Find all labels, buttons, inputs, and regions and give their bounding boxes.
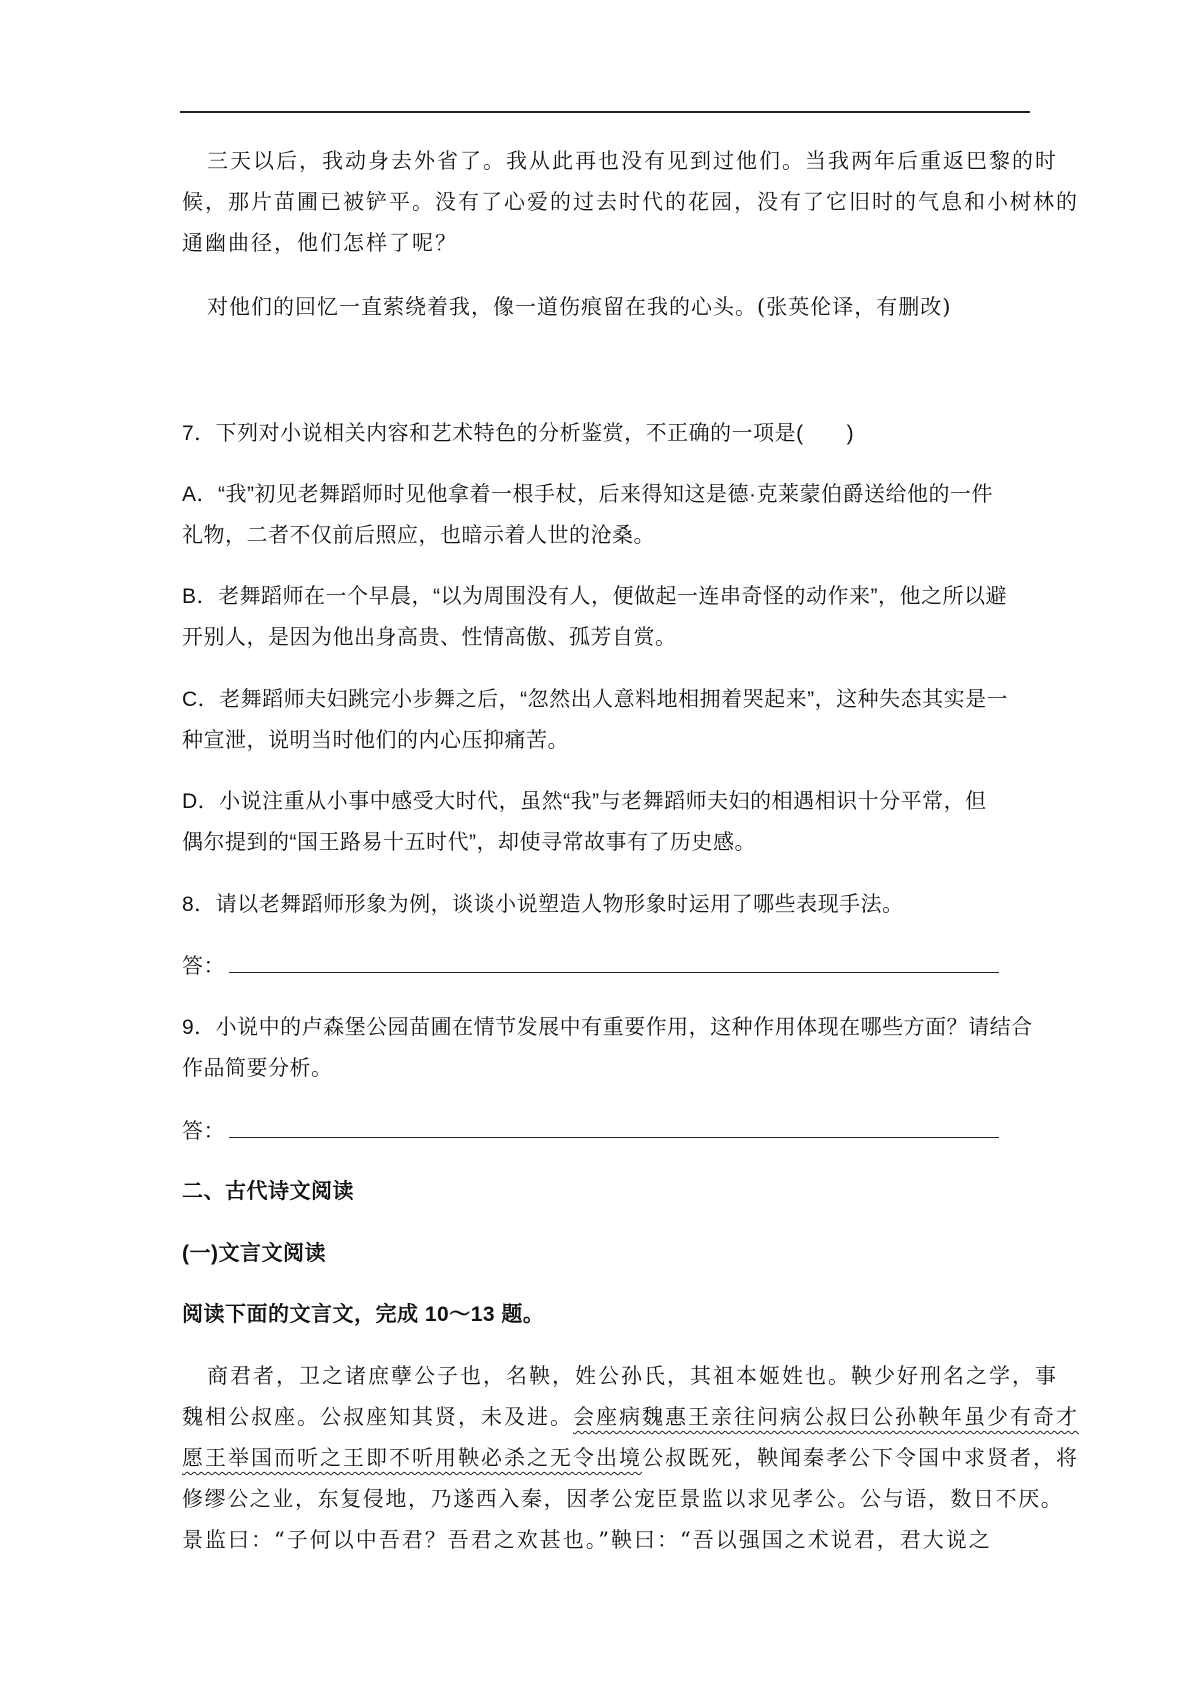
option-a: A．“我”初见老舞蹈师时见他拿着一根手杖，后来得知这是德·克莱蒙伯爵送给他的一件 [182,483,993,506]
passage-line: 三天以后，我动身去外省了。我从此再也没有见到过他们。当我两年后重返巴黎的时 [207,149,1058,173]
classical-line: 修缪公之业，东复侵地，乃遂西入秦，因孝公宠臣景监以求见孝公。公与语，数日不厌。 [182,1487,1064,1511]
answer-blank[interactable] [229,1117,999,1138]
passage-line: 通幽曲径，他们怎样了呢？ [182,231,458,255]
punctuation-segment: 会座病魏惠王亲往问病公叔曰公孙鞅年虽少有奇才 [573,1405,1079,1429]
option-d: 偶尔提到的“国王路易十五时代”，却使寻常故事有了历史感。 [182,831,756,854]
reading-instruction: 阅读下面的文言文，完成 10～13 题。 [182,1303,545,1326]
answer-line[interactable] [182,1117,999,1146]
passage-line: 候，那片苗圃已被铲平。没有了心爱的过去时代的花园，没有了它旧时的气息和小树林的 [182,190,1079,214]
answer-blank[interactable] [229,952,999,973]
option-b: B．老舞蹈师在一个早晨，“以为周围没有人，便做起一连串奇怪的动作来”，他之所以避 [182,585,1007,608]
section-heading: 二、古代诗文阅读 [182,1180,354,1203]
question-7-stem: 7．下列对小说相关内容和艺术特色的分析鉴赏，不正确的一项是( ) [182,422,855,445]
answer-line[interactable] [182,952,999,981]
question-8-stem: 8．请以老舞蹈师形象为例，谈谈小说塑造人物形象时运用了哪些表现手法。 [182,893,904,916]
question-9-stem: 作品简要分析。 [182,1057,333,1080]
option-c: C．老舞蹈师夫妇跳完小步舞之后，“忽然出人意料地相拥着哭起来”，这种失态其实是一 [182,688,1009,711]
classical-line: 景监曰：“子何以中吾君？吾君之欢甚也。”鞅曰：“吾以强国之术说君，君大说之 [182,1528,992,1552]
classical-line [182,1403,1079,1431]
option-a: 礼物，二者不仅前后照应，也暗示着人世的沧桑。 [182,524,655,547]
passage-line: 对他们的回忆一直萦绕着我，像一道伤痕留在我的心头。(张英伦译，有删改) [207,295,952,319]
option-c: 种宣泄，说明当时他们的内心压抑痛苦。 [182,729,569,752]
answer-label: 答： [182,1120,225,1143]
classical-line [182,1444,1079,1472]
option-b: 开别人，是因为他出身高贵、性情高傲、孤芳自赏。 [182,626,677,649]
header-rule [180,111,1030,113]
punctuation-segment: 愿王举国而听之王即不听用鞅必杀之无令出境 [182,1446,642,1470]
classical-text: 魏相公叔座。公叔座知其贤，未及进。 [182,1405,573,1429]
classical-line: 商君者，卫之诸庶孽公子也，名鞅，姓公孙氏，其祖本姬姓也。鞅少好刑名之学，事 [207,1364,1058,1388]
subsection-heading: (一)文言文阅读 [182,1242,326,1265]
classical-text: 公叔既死，鞅闻秦孝公下令国中求贤者，将 [642,1446,1079,1470]
question-9-stem: 9．小说中的卢森堡公园苗圃在情节发展中有重要作用，这种作用体现在哪些方面？请结合 [182,1016,1033,1039]
answer-label: 答： [182,955,225,978]
option-d: D．小说注重从小事中感受大时代，虽然“我”与老舞蹈师夫妇的相遇相识十分平常，但 [182,790,987,813]
